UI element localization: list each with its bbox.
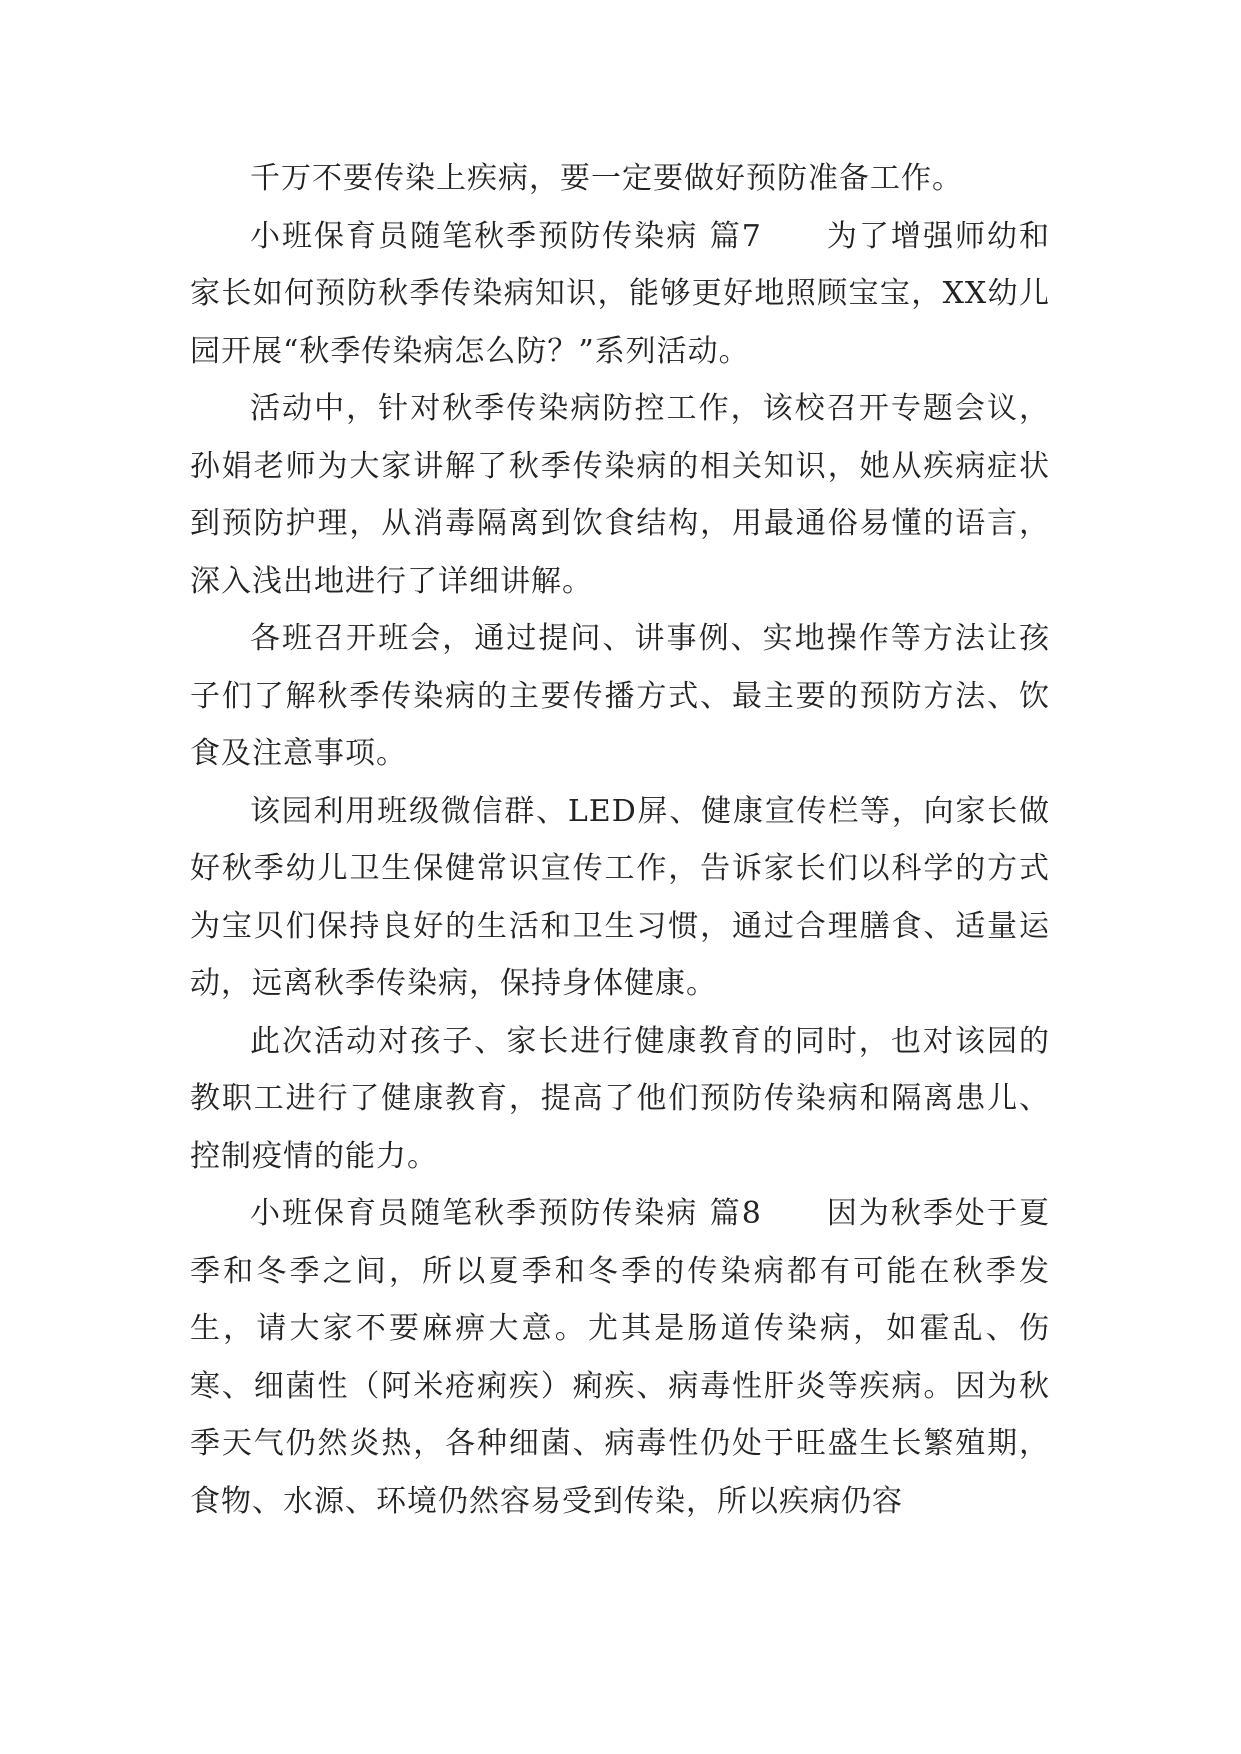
- paragraph-2: 小班保育员随笔秋季预防传染病 篇7 为了增强师幼和家长如何预防秋季传染病知识，能够更好地照顾宝宝，XX幼儿园开展“秋季传染病怎么防？”系列活动。: [190, 218, 1050, 369]
- paragraph-5: 该园利用班级微信群、LED屏、健康宣传栏等，向家长做好秋季幼儿卫生保健常识宣传工作，告诉家长们以科学的方式为宝贝们保持良好的生活和卫生习惯，通过合理膳食、适量运动，远离秋季传染病，保持身体健康。: [190, 793, 1050, 1001]
- paragraph-1: 千万不要传染上疾病，要一定要做好预防准备工作。: [250, 161, 963, 196]
- document-body: [190, 150, 1050, 1530]
- paragraph-7: 小班保育员随笔秋季预防传染病 篇8 因为秋季处于夏季和冬季之间，所以夏季和冬季的传染病都有可能在秋季发生，请大家不要麻痹大意。尤其是肠道传染病，如霍乱、伤寒、细菌性（阿米疮痢疾）痢疾、病毒性肝炎等疾病。因为秋季天气仍然炎热，各种细菌、病毒性仍处于旺盛生长繁殖期，食物、水源、环境仍然容易受到传染，所以疾病仍容: [190, 1196, 1050, 1519]
- paragraph-3: 活动中，针对秋季传染病防控工作，该校召开专题会议，孙娟老师为大家讲解了秋季传染病的相关知识，她从疾病症状到预防护理，从消毒隔离到饮食结构，用最通俗易懂的语言，深入浅出地进行了详细讲解。: [190, 391, 1050, 599]
- paragraph-6: 此次活动对孩子、家长进行健康教育的同时，也对该园的教职工进行了健康教育，提高了他们预防传染病和隔离患儿、控制疫情的能力。: [190, 1023, 1050, 1174]
- paragraph-4: 各班召开班会，通过提问、讲事例、实地操作等方法让孩子们了解秋季传染病的主要传播方式、最主要的预防方法、饮食及注意事项。: [190, 621, 1050, 771]
